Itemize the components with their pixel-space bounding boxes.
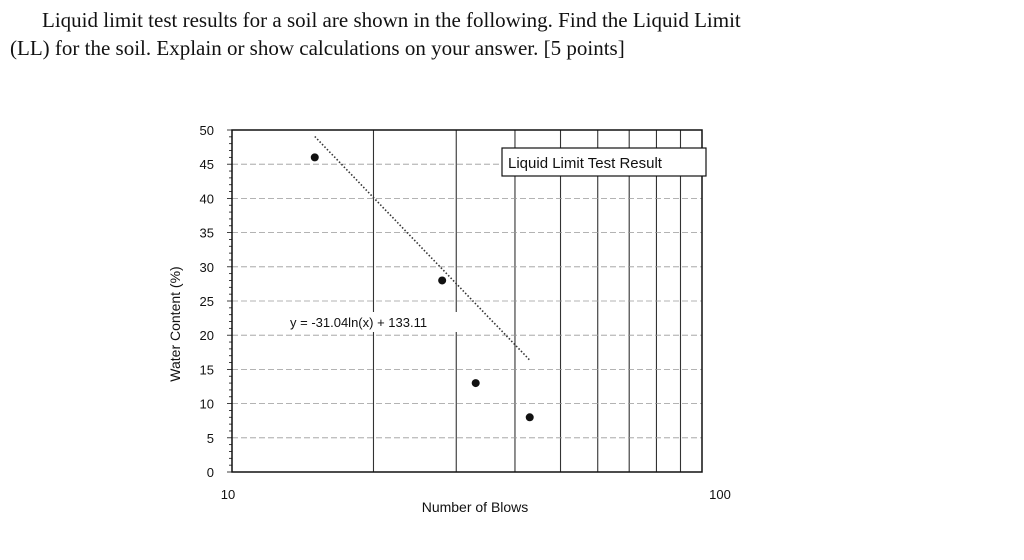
trendline-equation: y = -31.04ln(x) + 133.11	[290, 315, 428, 330]
question-line-1: Liquid limit test results for a soil are shown in the following. Find the Liquid Limit	[42, 8, 741, 32]
data-point	[526, 413, 534, 421]
y-tick-label: 50	[199, 123, 214, 138]
chart-title: Liquid Limit Test Result	[508, 155, 662, 172]
y-tick-label: 0	[206, 465, 214, 480]
data-point	[438, 276, 446, 284]
y-tick-label: 10	[199, 396, 214, 412]
y-tick-label: 40	[199, 191, 214, 207]
y-tick-label: 45	[199, 157, 214, 173]
gridlines	[227, 130, 702, 472]
y-tick-label: 5	[206, 430, 214, 446]
x-tick-label: 100	[709, 487, 731, 502]
y-tick-label: 35	[199, 225, 214, 241]
y-tick-labels	[200, 123, 214, 480]
data-points	[311, 153, 534, 421]
y-tick-label: 20	[199, 328, 214, 344]
y-tick-label: 25	[199, 294, 214, 309]
y-tick-label: 15	[199, 362, 214, 378]
y-tick-label: 30	[199, 259, 214, 275]
trendline-equation-group	[286, 312, 458, 332]
question-line-2: (LL) for the soil. Explain or show calculations on your answer. [5 points]	[10, 36, 625, 60]
y-axis-title: Water Content (%)	[167, 266, 183, 382]
data-point	[311, 153, 319, 161]
data-point	[472, 379, 480, 387]
legend	[502, 148, 706, 176]
x-tick-label: 10	[220, 487, 236, 502]
x-axis-title: Number of Blows	[421, 499, 529, 515]
